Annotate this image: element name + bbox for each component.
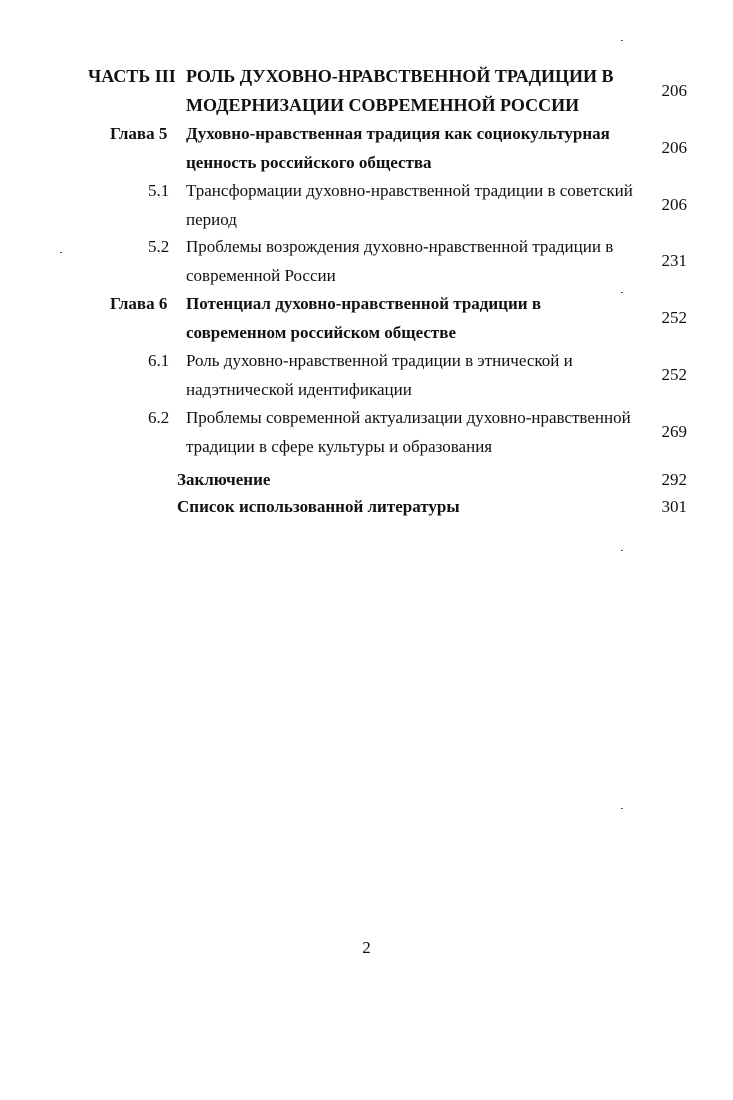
- toc-entry-page: 252: [661, 308, 687, 327]
- scan-speck: [60, 252, 62, 253]
- toc-entry-title-line: Проблемы возрождения духовно-нравственной традиции в: [186, 237, 614, 256]
- scan-speck: [621, 808, 623, 809]
- toc-entry-page: 252: [661, 365, 687, 384]
- toc-entry-page: 269: [661, 422, 687, 441]
- toc-entry-title-line: современном российском обществе: [186, 323, 457, 342]
- toc-entry-title-line: ценность российского общества: [186, 153, 432, 172]
- toc-entry-title-line: Заключение: [177, 470, 271, 489]
- toc-entry-title-line: Проблемы современной актуализации духовно-нравственной: [186, 408, 631, 427]
- scan-speck: [621, 292, 623, 293]
- toc-entry-label: 6.1: [148, 351, 170, 370]
- toc-entry-page: 206: [661, 195, 687, 214]
- toc-entry-page: 231: [661, 251, 687, 270]
- toc-entry-title-line: Духовно-нравственная традиция как социокультурная: [186, 124, 610, 143]
- toc-entry-page: 292: [661, 470, 687, 489]
- toc-entry-label: 5.2: [148, 237, 170, 256]
- toc-entry-title-line: Трансформации духовно-нравственной традиции в советский: [186, 181, 633, 200]
- toc-entry-title-line: Потенциал духовно-нравственной традиции в: [186, 294, 541, 313]
- toc-entry-label: Глава 6: [110, 294, 168, 313]
- toc-entry-title-line: Роль духовно-нравственной традиции в этнической и: [186, 351, 573, 370]
- toc-entry-page: 206: [661, 138, 687, 157]
- toc-entry-title-line: надэтнической идентификации: [186, 380, 412, 399]
- toc-entry-label: 6.2: [148, 408, 170, 427]
- toc-entry-title-line: МОДЕРНИЗАЦИИ СОВРЕМЕННОЙ РОССИИ: [186, 95, 580, 115]
- toc-entry-title-line: РОЛЬ ДУХОВНО-НРАВСТВЕННОЙ ТРАДИЦИИ В: [186, 66, 614, 86]
- page-number: 2: [362, 938, 371, 957]
- toc-entry-title-line: традиции в сфере культуры и образования: [186, 437, 493, 456]
- toc-entry-label: Глава 5: [110, 124, 168, 143]
- toc-entry-page: 206: [661, 81, 687, 100]
- toc-entry-label: ЧАСТЬ III: [88, 66, 176, 86]
- toc-entry-page: 301: [661, 497, 687, 516]
- scan-speck: [621, 40, 623, 41]
- toc-entry-title-line: Список использованной литературы: [177, 497, 460, 516]
- toc-entry-label: 5.1: [148, 181, 170, 200]
- toc-entry-title-line: современной России: [186, 266, 336, 285]
- toc-entry-title-line: период: [186, 210, 237, 229]
- scan-speck: [621, 550, 623, 551]
